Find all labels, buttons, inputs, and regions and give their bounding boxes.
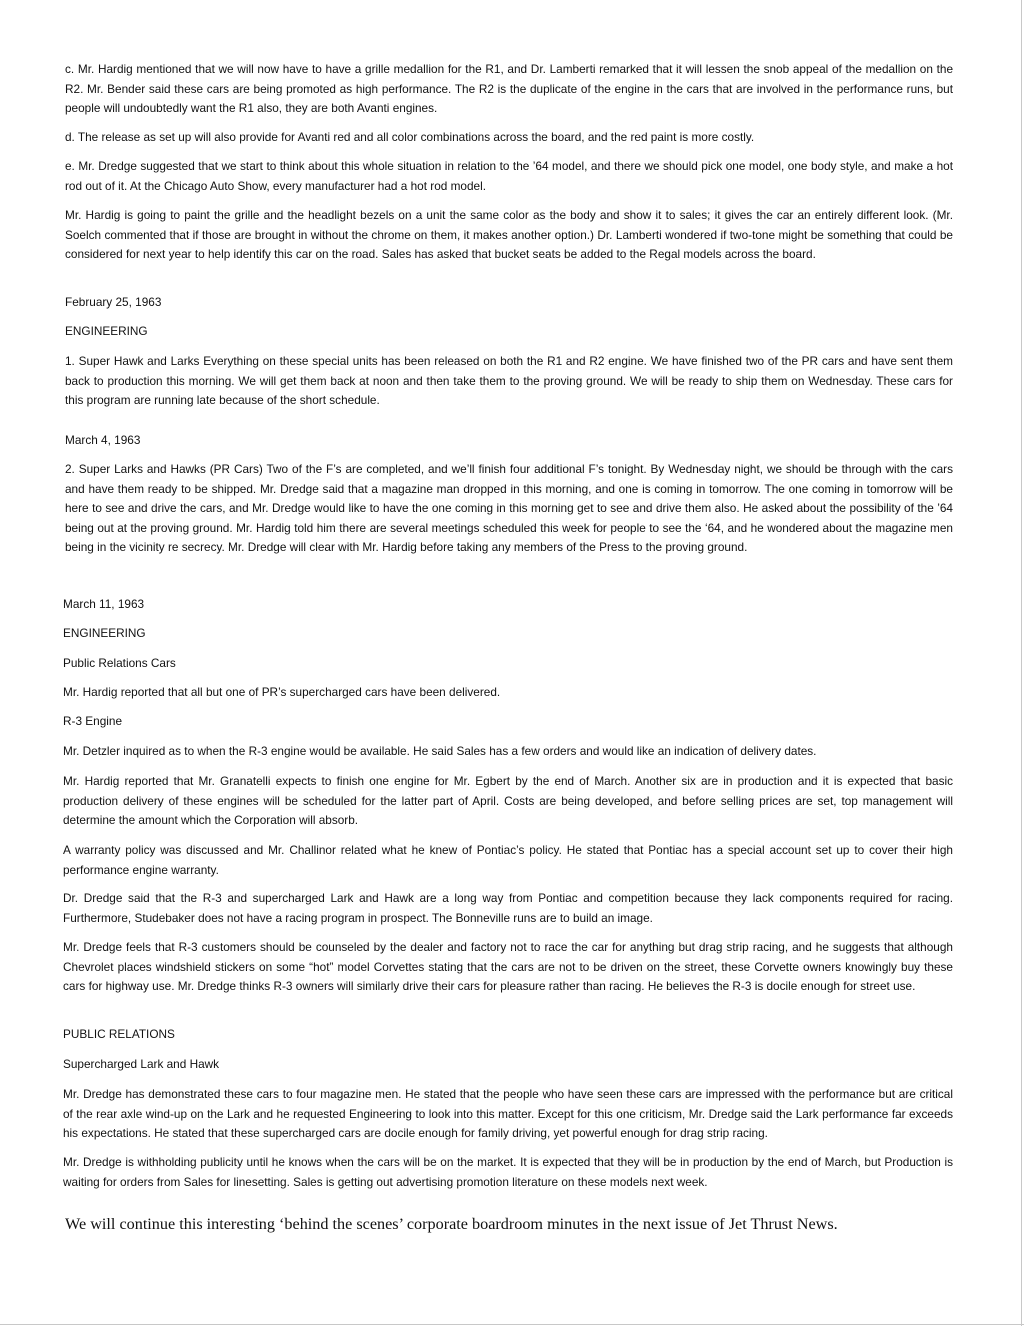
paragraph-granatelli-engine: Mr. Hardig reported that Mr. Granatelli expects to finish one engine for Mr. Egbert by the end of March. Another six are in production and it is expected that basic production delivery of these engines will be scheduled for the latter part of April. Costs are being developed, and before selling prices are set, top management will determine the amount which the Corporation will absorb. (63, 774, 953, 828)
date-mar-4: March 4, 1963 (65, 433, 141, 447)
paragraph-hardig-grille: Mr. Hardig is going to paint the grille and the headlight bezels on a unit the same color as the body and show it to sales; it gives the car an entirely different look. (Mr. Soelch commented that if those are brought in without the chrome on them, it makes another option.) Dr. Lamberti wondered if two-tone might be something that could be considered for next year to help identify this car on the road. Sales has asked that bucket seats be added to the Regal models across the board. (65, 208, 953, 262)
paragraph-detzler-inquiry: Mr. Detzler inquired as to when the R-3 engine would be available. He said Sales has a few orders and would like an indication of delivery dates. (63, 744, 817, 758)
paragraph-super-hawk-larks: 1. Super Hawk and Larks Everything on these special units has been released on both the R1 and R2 engine. We have finished two of the PR cars and have sent them back to production this morning. We will get them back at noon and then take them to the proving ground. We will be ready to ship them on Wednesday. These cars for this program are running late because of the short schedule. (65, 354, 953, 408)
subheading-supercharged-lark-hawk: Supercharged Lark and Hawk (63, 1057, 220, 1071)
paragraph-r3-customers: Mr. Dredge feels that R-3 customers should be counseled by the dealer and factory not to race the car for anything but drag strip racing, and he suggests that although Chevrolet places windshield stickers on some “hot” model Corvettes stating that the cars are not to be driven on the street, these Corvette owners knowingly buy these cars for highway use. Mr. Dredge thinks R-3 owners will similarly drive their cars for pleasure rather than racing. He believes the R-3 is docile enough for street use. (63, 940, 953, 994)
date-feb-25: February 25, 1963 (65, 295, 162, 309)
heading-engineering-mar: ENGINEERING (63, 626, 146, 640)
subheading-r3-engine: R-3 Engine (63, 714, 123, 728)
paragraph-pr-cars-item-2: 2. Super Larks and Hawks (PR Cars) Two of the F’s are completed, and we’ll finish four additional F’s tonight. By Wednesday night, we should be through with the cars and have them ready to be shipped. Mr. Dredge said that a magazine man dropped in this morning, and one is coming in tomorrow. The one coming in tomorrow will be here to see and drive the cars, and Mr. Dredge would like to have the one coming in this morning get to see and drive them also. He asked about the possibility of the ’64 being out at the proving ground. Mr. Hardig told him there are several meetings scheduled this week for people to see the ‘64, and he wondered about the magazine men being in the vicinity re secrecy. Mr. Dredge will clear with Mr. Hardig before taking any members of the Press to the proving ground. (65, 462, 953, 555)
paragraph-item-e: e. Mr. Dredge suggested that we start to think about this whole situation in relation to the ’64 model, and there we should pick one model, one body style, and make a hot rod out of it. At the Chicago Auto Show, every manufacturer had a hot rod model. (65, 159, 953, 193)
subheading-public-relations-cars: Public Relations Cars (63, 656, 176, 670)
paragraph-racing-components: Dr. Dredge said that the R-3 and supercharged Lark and Hawk are a long way from Pontiac and competition because they lack components required for racing. Furthermore, Studebaker does not have a racing program in prospect. The Bonneville runs are to build an image. (63, 891, 953, 925)
paragraph-withholding-publicity: Mr. Dredge is withholding publicity until he knows when the cars will be on the market. It is expected that they will be in production by the end of March, but Production is waiting for orders from Sales for linesetting. Sales is getting out advertising promotion literature on these models next week. (63, 1155, 953, 1189)
heading-engineering-feb: ENGINEERING (65, 324, 148, 338)
paragraph-item-c: c. Mr. Hardig mentioned that we will now have to have a grille medallion for the R1, and Dr. Lamberti remarked that it will lessen the snob appeal of the medallion on the R2. Mr. Bender said these cars are being promoted as high performance. The R2 is the duplicate of the engine in the cars that are involved in the performance runs, but people will undoubtedly want the R1 also, they are both Avanti engines. (65, 62, 953, 116)
paragraph-pr-cars-delivered: Mr. Hardig reported that all but one of PR’s supercharged cars have been delivered. (63, 685, 501, 699)
closing-note: We will continue this interesting ‘behind the scenes’ corporate boardroom minutes in the next issue of Jet Thrust News. (65, 1215, 838, 1233)
page-edge-bottom (0, 1324, 1024, 1325)
paragraph-warranty-policy: A warranty policy was discussed and Mr. Challinor related what he knew of Pontiac’s policy. He stated that Pontiac has a special account set up to cover their high performance engine warranty. (63, 843, 953, 877)
paragraph-magazine-demonstration: Mr. Dredge has demonstrated these cars to four magazine men. He stated that the people who have seen these cars are impressed with the performance but are critical of the rear axle wind-up on the Lark and he requested Engineering to look into this matter. Except for this one criticism, Mr. Dredge said the Lark performance far exceeds his expectations. He stated that these supercharged cars are docile enough for family driving, yet powerful enough for drag strip racing. (63, 1087, 953, 1141)
paragraph-item-d: d. The release as set up will also provide for Avanti red and all color combinations across the board, and the red paint is more costly. (65, 130, 755, 144)
date-mar-11: March 11, 1963 (63, 597, 145, 611)
heading-public-relations: PUBLIC RELATIONS (63, 1027, 175, 1041)
page-edge-right (1021, 0, 1022, 1326)
